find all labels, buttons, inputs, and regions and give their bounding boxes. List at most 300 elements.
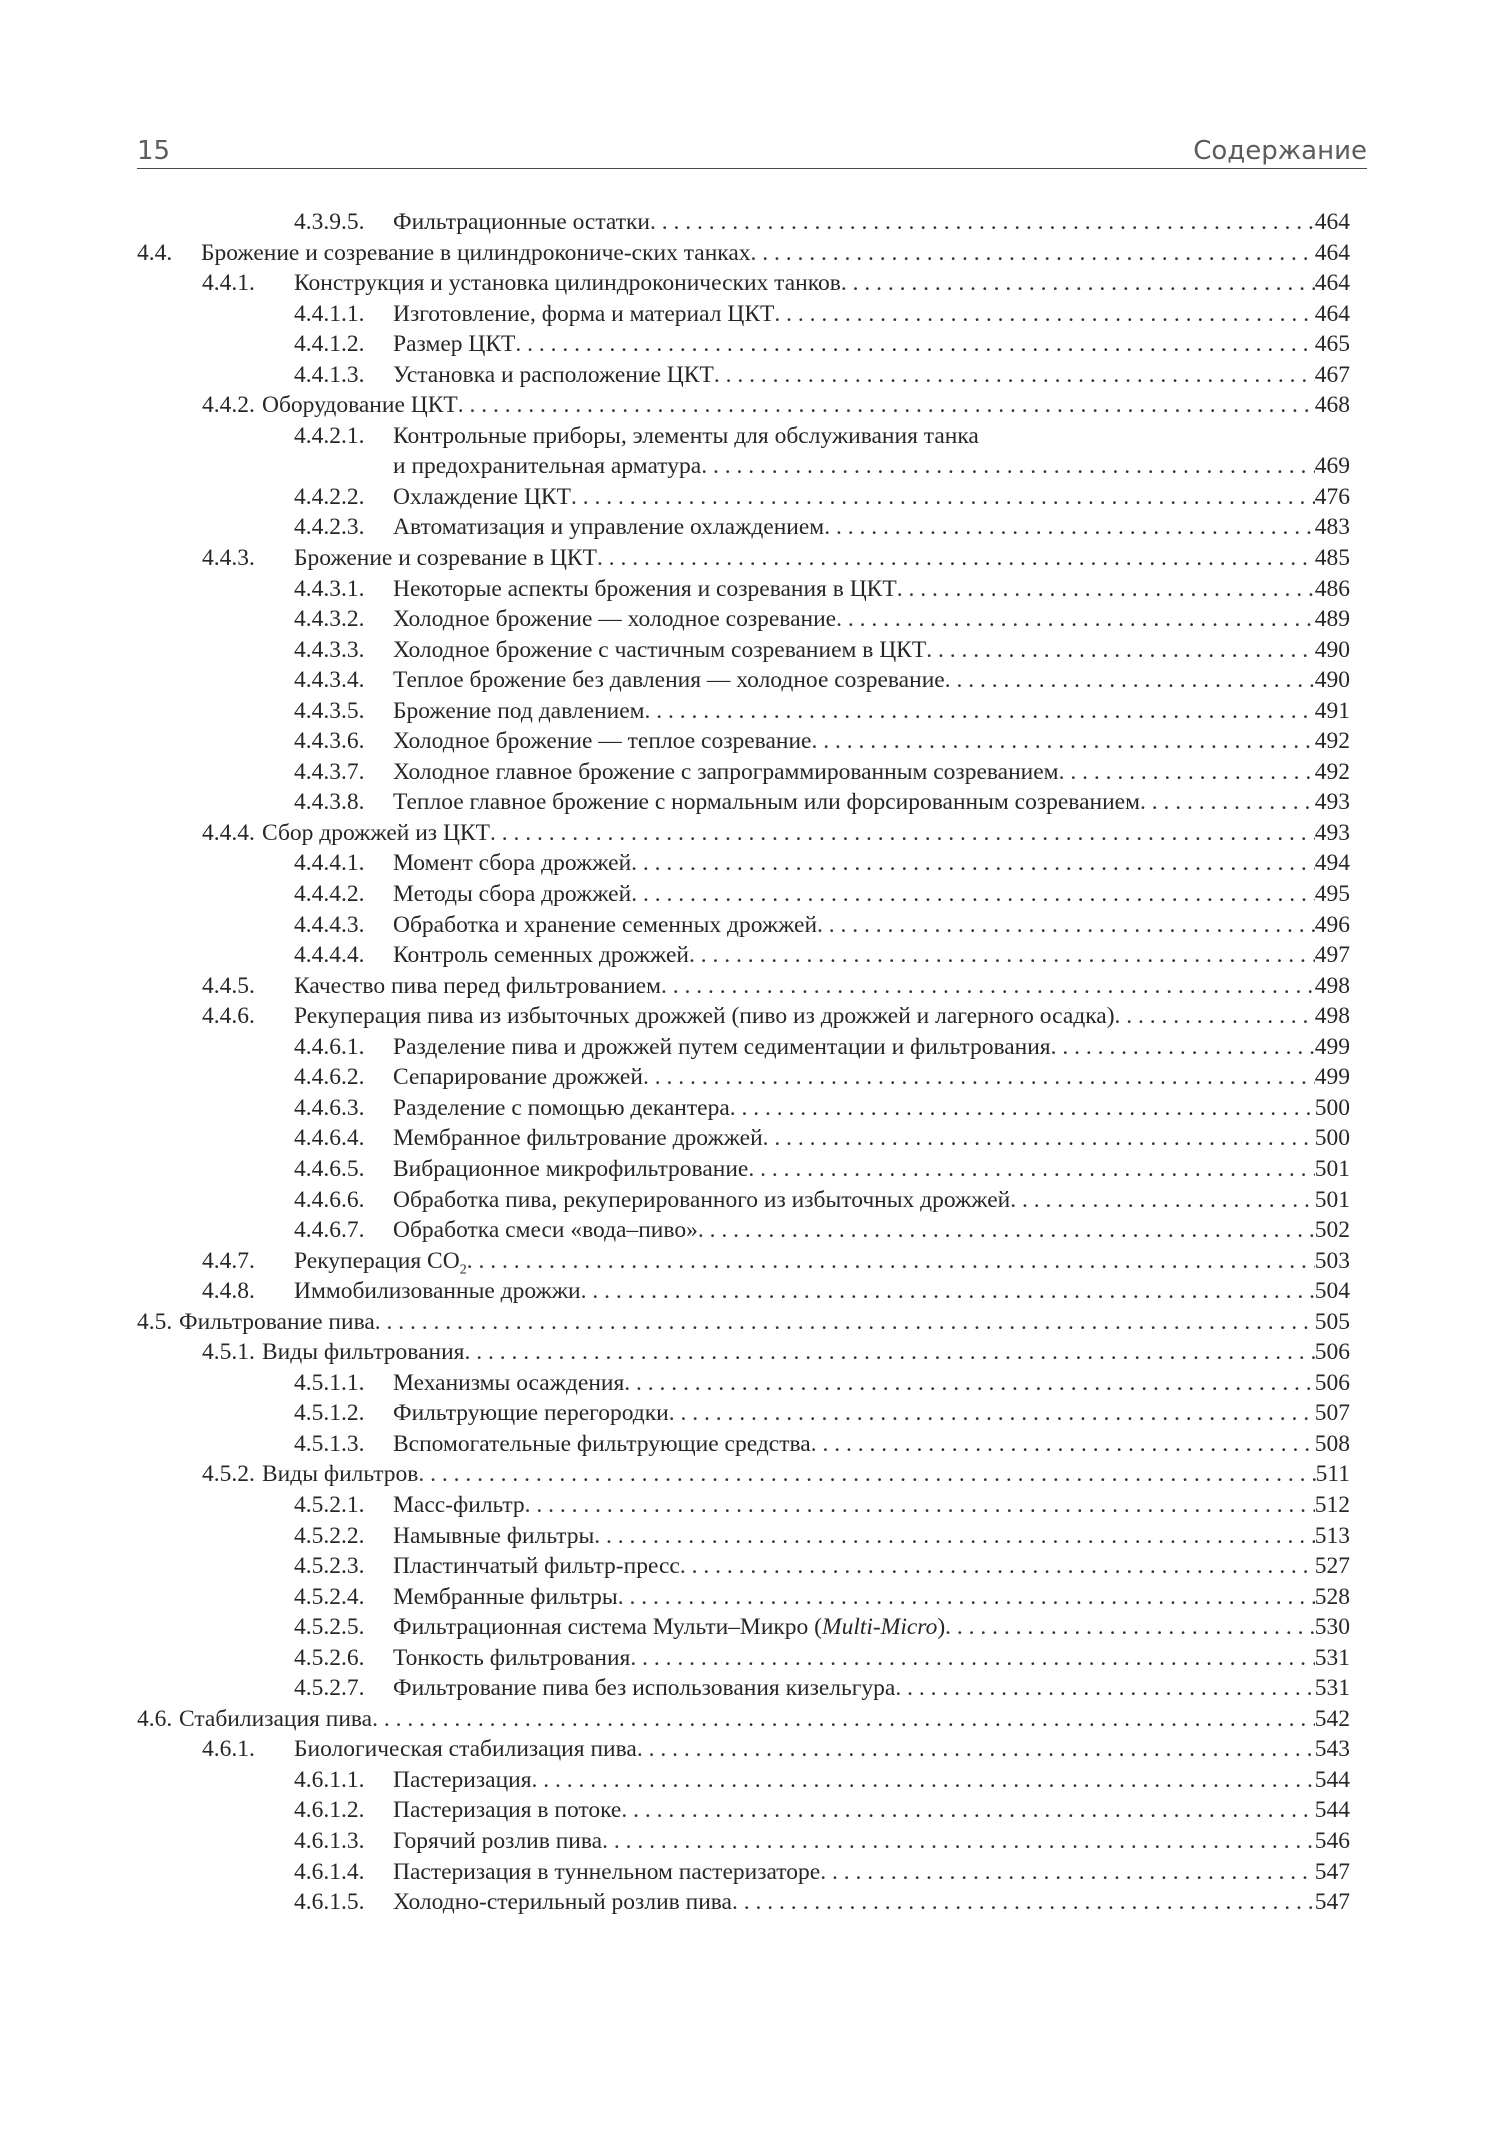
- toc-entry-page: 467: [1314, 361, 1350, 388]
- toc-entry-title: Фильтрование пива без использования кизельгура: [393, 1675, 896, 1702]
- toc-entry-title: Механизмы осаждения: [393, 1369, 625, 1396]
- toc-entry-page: 504: [1314, 1278, 1350, 1305]
- toc-entry-title-wrap: [393, 1521, 594, 1552]
- toc-entry-page: 494: [1314, 850, 1350, 877]
- toc-entry-title-wrap: [393, 1857, 820, 1888]
- toc-entry-number: 4.6.1.1.: [294, 1766, 365, 1793]
- toc-entry-title-wrap: [393, 910, 817, 941]
- toc-entry-title: Мембранное фильтрование дрожжей: [393, 1125, 763, 1152]
- toc-entry-title: Разделение пива и дрожжей путем седиментации и фильтрования: [393, 1033, 1051, 1060]
- toc-entry-title-wrap: [393, 1887, 732, 1918]
- toc-entry: [137, 1062, 1350, 1093]
- toc-entry-title: Конструкция и установка цилиндроконических танков: [294, 270, 841, 297]
- toc-dot-leader: [897, 574, 1315, 605]
- toc-entry-number: 4.6.1.4.: [294, 1858, 365, 1885]
- toc-entry: [137, 1643, 1350, 1674]
- toc-entry: [137, 1246, 1350, 1277]
- toc-entry-page: 490: [1314, 636, 1350, 663]
- toc-entry-page: 464: [1314, 209, 1350, 235]
- toc-entry-page: 546: [1314, 1827, 1350, 1854]
- toc-entry-title: Холодно-стерильный розлив пива: [393, 1889, 732, 1916]
- toc-entry-title: Холодное брожение — теплое созревание: [393, 728, 812, 755]
- toc-entry-page: 507: [1314, 1400, 1350, 1427]
- toc-dot-leader: [774, 299, 1314, 330]
- toc-entry-page: 493: [1314, 819, 1350, 846]
- toc-entry: [137, 665, 1350, 696]
- toc-entry: [137, 604, 1350, 635]
- toc-entry-number: 4.5.2.: [202, 1461, 255, 1488]
- toc-entry-page: 511: [1315, 1461, 1350, 1488]
- toc-dot-leader: [1059, 757, 1315, 788]
- toc-entry-page: 497: [1314, 942, 1350, 969]
- toc-entry: [137, 1857, 1350, 1888]
- toc-entry-page: 464: [1314, 239, 1350, 266]
- toc-entry-page: 527: [1314, 1553, 1350, 1580]
- toc-entry: [137, 910, 1350, 941]
- toc-entry-page: 491: [1314, 697, 1350, 724]
- toc-entry-number: 4.4.6.3.: [294, 1094, 365, 1121]
- toc-dot-leader: [372, 1704, 1315, 1735]
- toc-entry-title: Изготовление, форма и материал ЦКТ: [393, 300, 775, 327]
- toc-dot-leader: [836, 604, 1315, 635]
- toc-dot-leader: [597, 543, 1315, 574]
- toc-entry: [137, 512, 1350, 543]
- toc-entry-number: 4.4.6.5.: [294, 1155, 365, 1182]
- toc-entry-title-wrap: [393, 1062, 643, 1093]
- toc-entry-number: 4.6.1.2.: [294, 1797, 365, 1824]
- toc-dot-leader: [631, 848, 1315, 879]
- toc-entry-number: 4.4.3.8.: [294, 789, 365, 816]
- page-header: [137, 130, 1367, 169]
- toc-entry-number: 4.4.1.: [202, 270, 255, 297]
- toc-entry-page: 464: [1314, 270, 1350, 297]
- toc-dot-leader: [621, 1795, 1314, 1826]
- toc-dot-leader: [571, 482, 1315, 513]
- toc-entry-page: 528: [1314, 1583, 1350, 1610]
- toc-entry-title: Пастеризация в потоке: [393, 1797, 622, 1824]
- toc-entry-page: 500: [1314, 1094, 1350, 1121]
- toc-entry-title-wrap: [294, 543, 597, 574]
- toc-entry-title-wrap: [393, 665, 945, 696]
- toc-entry-title: Вспомогательные фильтрующие средства: [393, 1430, 811, 1457]
- toc-entry-title-wrap: [393, 299, 774, 330]
- toc-dot-leader: [467, 1246, 1315, 1277]
- toc-dot-leader: [618, 1582, 1315, 1613]
- toc-entry: [137, 299, 1350, 330]
- toc-entry-page: 499: [1314, 1064, 1350, 1091]
- toc-entry-number: 4.4.6.1.: [294, 1033, 365, 1060]
- toc-entry-title-wrap: [393, 1582, 618, 1613]
- toc-entry-title-wrap: [393, 451, 701, 482]
- toc-entry-page: 492: [1314, 758, 1350, 785]
- toc-entry: [137, 1093, 1350, 1124]
- toc-entry: [137, 1154, 1350, 1185]
- toc-entry-title: Фильтрующие перегородки: [393, 1400, 669, 1427]
- toc-entry-title-wrap: [393, 329, 515, 360]
- toc-entry-title: Охлаждение ЦКТ: [393, 483, 571, 510]
- toc-entry-title: Фильтрационная система Мульти–Микро (: [393, 1614, 823, 1641]
- toc-entry-number: 4.4.3.7.: [294, 758, 365, 785]
- toc-entry-page: 498: [1314, 972, 1350, 999]
- toc-entry: [137, 1398, 1350, 1429]
- toc-entry-title-wrap: [294, 1246, 467, 1277]
- toc-dot-leader: [926, 635, 1315, 666]
- toc-entry-page: 492: [1314, 728, 1350, 755]
- toc-entry-number: 4.4.2.2.: [294, 483, 365, 510]
- toc-entry-page: 543: [1314, 1736, 1350, 1763]
- toc-entry-title: Брожение и созревание в ЦКТ: [294, 545, 597, 572]
- toc-entry: [137, 1337, 1350, 1368]
- toc-entry-page: 542: [1314, 1705, 1350, 1732]
- toc-dot-leader: [1115, 1001, 1315, 1032]
- toc-entry-number: 4.5.1.2.: [294, 1400, 365, 1427]
- toc-entry-title-wrap: [393, 726, 811, 757]
- toc-entry-title-wrap: [393, 1826, 602, 1857]
- toc-entry-title-wrap: [393, 1185, 1010, 1216]
- toc-entry: [137, 1704, 1350, 1735]
- toc-entry-title-italic: Multi-Micro: [822, 1614, 938, 1641]
- toc-entry-title: Биологическая стабилизация пива: [294, 1736, 637, 1763]
- toc-entry-page: 505: [1314, 1308, 1350, 1335]
- toc-entry: [137, 268, 1350, 299]
- toc-entry: [137, 1551, 1350, 1582]
- toc-entry-title: Пастеризация в туннельном пастеризаторе: [393, 1858, 821, 1885]
- toc-entry-number: 4.6.1.3.: [294, 1827, 365, 1854]
- toc-entry-title: Сбор дрожжей из ЦКТ: [262, 819, 490, 846]
- toc-entry-title: Виды фильтров: [262, 1461, 419, 1488]
- toc-entry-title-wrap: [393, 360, 714, 391]
- toc-entry-title-wrap: [393, 1795, 621, 1826]
- toc-entry: [137, 635, 1350, 666]
- toc-dot-leader: [643, 1062, 1315, 1093]
- toc-dot-leader: [824, 512, 1315, 543]
- toc-entry-number: 4.6.1.5.: [294, 1889, 365, 1916]
- toc-entry: [137, 1368, 1350, 1399]
- toc-entry: [137, 818, 1350, 849]
- toc-entry-page: 489: [1314, 606, 1350, 633]
- toc-entry: [137, 1582, 1350, 1613]
- header-title: Содержание: [1193, 136, 1367, 166]
- toc-entry-number: 4.4.3.6.: [294, 728, 365, 755]
- toc-entry: [137, 482, 1350, 513]
- toc-entry-number: 4.5.2.7.: [294, 1675, 365, 1702]
- toc-entry-title-wrap: [393, 1032, 1051, 1063]
- toc-entry-title-wrap: [262, 390, 458, 421]
- toc-entry-title: Оборудование ЦКТ: [262, 392, 458, 419]
- toc-entry: [137, 574, 1350, 605]
- toc-entry-title-wrap: [393, 1215, 698, 1246]
- toc-entry-page: 531: [1314, 1675, 1350, 1702]
- toc-entry-page: 490: [1314, 667, 1350, 694]
- toc-dot-leader: [817, 910, 1315, 941]
- toc-entry: [137, 360, 1350, 391]
- toc-entry-page: 468: [1314, 392, 1350, 419]
- toc-dot-leader: [375, 1307, 1315, 1338]
- toc-entry-title-wrap: [179, 1307, 375, 1338]
- toc-entry-title: Контрольные приборы, элементы для обслуживания танка: [393, 422, 979, 449]
- toc-entry-title-wrap: [294, 268, 841, 299]
- toc-entry: [137, 757, 1350, 788]
- toc-dot-leader: [631, 879, 1315, 910]
- toc-entry-title: Рекуперация пива из избыточных дрожжей (пиво из дрожжей и лагерного осадка): [294, 1003, 1115, 1030]
- toc-entry-page: 531: [1314, 1644, 1350, 1671]
- toc-entry-title: Обработка пива, рекуперированного из избыточных дрожжей: [393, 1186, 1011, 1213]
- toc-entry-number: 4.5.2.2.: [294, 1522, 365, 1549]
- toc-dot-leader: [1140, 787, 1315, 818]
- toc-entry-title: Холодное брожение с частичным созреванием в ЦКТ: [393, 636, 927, 663]
- toc-entry-page: 485: [1314, 545, 1350, 572]
- toc-entry-number: 4.4.6.: [202, 1003, 255, 1030]
- toc-entry: [137, 1123, 1350, 1154]
- toc-entry-title: Брожение и созревание в цилиндрокониче-ских танках: [201, 239, 751, 266]
- toc-dot-leader: [602, 1826, 1315, 1857]
- toc-entry-number: 4.4.1.3.: [294, 361, 365, 388]
- toc-entry: [137, 971, 1350, 1002]
- toc-entry: [137, 1459, 1350, 1490]
- toc-entry-title: Иммобилизованные дрожжи: [294, 1278, 581, 1305]
- toc-entry-subscript: 2: [459, 1262, 467, 1277]
- toc-entry-title-wrap: [393, 879, 631, 910]
- toc-entry-page: 499: [1314, 1033, 1350, 1060]
- toc-dot-leader: [669, 1398, 1315, 1429]
- toc-entry-title: Качество пива перед фильтрованием: [294, 972, 661, 999]
- toc-entry-page: 493: [1314, 789, 1350, 816]
- toc-entry-title-wrap: [393, 940, 689, 971]
- toc-entry-number: 4.5.2.1.: [294, 1491, 365, 1518]
- toc-entry-title: Стабилизация пива: [179, 1705, 373, 1732]
- toc-entry-title: Вибрационное микрофильтрование: [393, 1155, 749, 1182]
- toc-entry-number: 4.4.3.5.: [294, 697, 365, 724]
- toc-entry-number: 4.4.2.3.: [294, 514, 365, 541]
- toc-entry-number: 4.4.1.1.: [294, 300, 365, 327]
- toc-entry-number: 4.4.: [137, 239, 173, 266]
- toc-entry: [137, 207, 1350, 238]
- toc-dot-leader: [418, 1459, 1315, 1490]
- toc-entry-number: 4.4.7.: [202, 1247, 255, 1274]
- toc-entry-page: 465: [1314, 331, 1350, 358]
- toc-dot-leader: [464, 1337, 1314, 1368]
- toc-entry-title-wrap: [393, 1643, 630, 1674]
- toc-dot-leader: [698, 1215, 1315, 1246]
- toc-dot-leader: [650, 207, 1315, 238]
- toc-entry-page: 503: [1314, 1247, 1350, 1274]
- toc-entry-page: 496: [1314, 911, 1350, 938]
- toc-dot-leader: [811, 726, 1314, 757]
- toc-entry-title: Холодное главное брожение с запрограммированным созреванием: [393, 758, 1059, 785]
- toc-dot-leader: [458, 390, 1315, 421]
- toc-entry: [137, 1734, 1350, 1765]
- toc-entry-title-wrap: [393, 1429, 811, 1460]
- toc-entry-number: 4.4.2.1.: [294, 422, 365, 449]
- toc-entry: [137, 543, 1350, 574]
- toc-entry-page: 464: [1314, 300, 1350, 327]
- toc-dot-leader: [701, 451, 1315, 482]
- toc-entry-number: 4.5.1.1.: [294, 1369, 365, 1396]
- toc-entry-title-wrap: [393, 512, 824, 543]
- table-of-contents: [137, 207, 1350, 1918]
- toc-dot-leader: [945, 1612, 1315, 1643]
- toc-dot-leader: [637, 1734, 1315, 1765]
- toc-entry-title: Горячий розлив пива: [393, 1827, 603, 1854]
- toc-entry-title: Некоторые аспекты брожения и созревания в ЦКТ: [393, 575, 897, 602]
- toc-entry-title: Фильтрование пива: [179, 1308, 375, 1335]
- toc-dot-leader: [525, 1490, 1315, 1521]
- toc-entry-page: 544: [1314, 1766, 1350, 1793]
- toc-entry-title: Обработка и хранение семенных дрожжей: [393, 911, 818, 938]
- toc-entry-number: 4.4.4.: [202, 819, 255, 846]
- toc-entry-page: 508: [1314, 1430, 1350, 1457]
- toc-dot-leader: [689, 940, 1315, 971]
- toc-entry: [137, 1032, 1350, 1063]
- toc-entry-number: 4.4.6.6.: [294, 1186, 365, 1213]
- toc-entry: [137, 1826, 1350, 1857]
- toc-entry-title: Контроль семенных дрожжей: [393, 942, 689, 969]
- toc-entry-title: ): [937, 1614, 946, 1641]
- toc-entry-title-wrap: [393, 1398, 669, 1429]
- toc-entry-page: 501: [1314, 1186, 1350, 1213]
- toc-entry-page: 530: [1314, 1614, 1350, 1641]
- toc-entry: [137, 238, 1350, 269]
- toc-entry-title-wrap: [393, 574, 897, 605]
- toc-entry: [137, 1673, 1350, 1704]
- toc-entry-title-wrap: [393, 848, 631, 879]
- toc-entry: [137, 1429, 1350, 1460]
- toc-entry: [137, 848, 1350, 879]
- toc-entry-title: Фильтрационные остатки: [393, 209, 650, 235]
- toc-entry-number: 4.4.3.: [202, 545, 255, 572]
- toc-entry-number: 4.5.: [137, 1308, 173, 1335]
- toc-entry-number: 4.4.4.1.: [294, 850, 365, 877]
- toc-entry-number: 4.4.4.4.: [294, 942, 365, 969]
- toc-entry-title: Холодное брожение — холодное созревание: [393, 606, 837, 633]
- toc-entry-title-wrap: [393, 787, 1140, 818]
- toc-dot-leader: [661, 971, 1315, 1002]
- toc-entry-title-wrap: [294, 1276, 581, 1307]
- toc-entry-number: 4.4.6.7.: [294, 1217, 365, 1244]
- toc-entry-title-wrap: [393, 696, 645, 727]
- toc-dot-leader: [732, 1887, 1315, 1918]
- toc-entry-number: 4.5.2.4.: [294, 1583, 365, 1610]
- toc-entry-title: Методы сбора дрожжей: [393, 881, 632, 908]
- toc-entry-page: 476: [1314, 483, 1350, 510]
- toc-entry-page: 506: [1314, 1339, 1350, 1366]
- toc-entry-page: 495: [1314, 881, 1350, 908]
- toc-entry-title-wrap: [294, 1001, 1115, 1032]
- toc-entry: [137, 879, 1350, 910]
- toc-dot-leader: [490, 818, 1315, 849]
- toc-entry-title-wrap: [393, 604, 836, 635]
- toc-entry-title-wrap: [393, 482, 571, 513]
- toc-dot-leader: [624, 1368, 1314, 1399]
- toc-entry-page: 512: [1314, 1491, 1350, 1518]
- toc-entry-title-wrap: [393, 1123, 763, 1154]
- toc-entry-title: Мембранные фильтры: [393, 1583, 618, 1610]
- toc-entry: [137, 1521, 1350, 1552]
- toc-entry: [137, 1185, 1350, 1216]
- toc-entry-number: 4.6.1.: [202, 1736, 255, 1763]
- toc-entry-title-wrap: [262, 1337, 464, 1368]
- toc-entry-number: 4.4.4.2.: [294, 881, 365, 908]
- toc-entry: [137, 696, 1350, 727]
- toc-entry-page: 486: [1314, 575, 1350, 602]
- toc-entry-title: Намывные фильтры: [393, 1522, 595, 1549]
- toc-entry: [137, 329, 1350, 360]
- toc-entry-page: 506: [1314, 1369, 1350, 1396]
- toc-dot-leader: [515, 329, 1314, 360]
- toc-dot-leader: [820, 1857, 1315, 1888]
- toc-entry-title: Обработка смеси «вода–пиво»: [393, 1217, 698, 1244]
- toc-dot-leader: [748, 1154, 1314, 1185]
- toc-entry-title: Момент сбора дрожжей: [393, 850, 632, 877]
- toc-entry-title: Установка и расположение ЦКТ: [393, 361, 714, 388]
- toc-entry-number: 4.4.1.2.: [294, 331, 365, 358]
- toc-entry-title: Пластинчатый фильтр-пресс: [393, 1553, 680, 1580]
- toc-dot-leader: [751, 238, 1315, 269]
- toc-entry: [137, 1490, 1350, 1521]
- toc-entry-title-wrap: [393, 207, 650, 238]
- toc-dot-leader: [895, 1673, 1314, 1704]
- toc-entry: [137, 1612, 1350, 1643]
- toc-entry-title: Рекуперация СО: [294, 1247, 460, 1274]
- toc-dot-leader: [594, 1521, 1314, 1552]
- toc-entry-title-wrap: [393, 757, 1059, 788]
- toc-entry-page: 502: [1314, 1217, 1350, 1244]
- toc-entry: [137, 1795, 1350, 1826]
- toc-dot-leader: [841, 268, 1315, 299]
- toc-entry-title-wrap: [393, 1093, 730, 1124]
- toc-entry-number: 4.4.6.2.: [294, 1064, 365, 1091]
- toc-entry-number: 4.4.3.3.: [294, 636, 365, 663]
- toc-entry-number: 4.5.2.5.: [294, 1614, 365, 1641]
- toc-entry-title: Виды фильтрования: [262, 1339, 465, 1366]
- toc-entry-title-wrap: [262, 1459, 418, 1490]
- toc-entry-title: Разделение с помощью декантера: [393, 1094, 730, 1121]
- toc-entry-title: Теплое главное брожение с нормальным или форсированным созреванием: [393, 789, 1140, 816]
- toc-entry-page: 500: [1314, 1125, 1350, 1152]
- toc-entry-number: 4.4.4.3.: [294, 911, 365, 938]
- toc-entry-page: 483: [1314, 514, 1350, 541]
- toc-entry-title-wrap: [393, 1368, 624, 1399]
- toc-entry-page: 547: [1314, 1858, 1350, 1885]
- toc-entry-title-wrap: [393, 1490, 525, 1521]
- toc-entry-title: Размер ЦКТ: [393, 331, 516, 358]
- toc-dot-leader: [730, 1093, 1315, 1124]
- toc-entry-title-wrap: [294, 971, 661, 1002]
- toc-dot-leader: [811, 1429, 1315, 1460]
- toc-entry-title-wrap: [262, 818, 490, 849]
- toc-entry-number: 4.5.2.6.: [294, 1644, 365, 1671]
- toc-entry-title: Брожение под давлением: [393, 697, 645, 724]
- toc-entry: [137, 1887, 1350, 1918]
- toc-entry-number: 4.4.3.1.: [294, 575, 365, 602]
- toc-entry: [137, 1215, 1350, 1246]
- toc-entry-title-wrap: [393, 1612, 945, 1643]
- toc-entry-title: Масс-фильтр: [393, 1491, 525, 1518]
- toc-entry-number: 4.5.1.3.: [294, 1430, 365, 1457]
- toc-entry-number: 4.4.3.2.: [294, 606, 365, 633]
- toc-entry-title-wrap: [393, 1673, 895, 1704]
- toc-dot-leader: [714, 360, 1315, 391]
- toc-entry-title: Пастеризация: [393, 1766, 532, 1793]
- toc-entry-title-wrap: [294, 1734, 637, 1765]
- toc-entry-title-wrap: [201, 238, 751, 269]
- toc-entry-page: 501: [1314, 1155, 1350, 1182]
- toc-entry-title-wrap: [179, 1704, 372, 1735]
- toc-dot-leader: [763, 1123, 1315, 1154]
- toc-entry-title: Теплое брожение без давления — холодное созревание: [393, 667, 945, 694]
- toc-entry-title-wrap: [393, 1765, 532, 1796]
- toc-entry-page: 469: [1314, 453, 1350, 480]
